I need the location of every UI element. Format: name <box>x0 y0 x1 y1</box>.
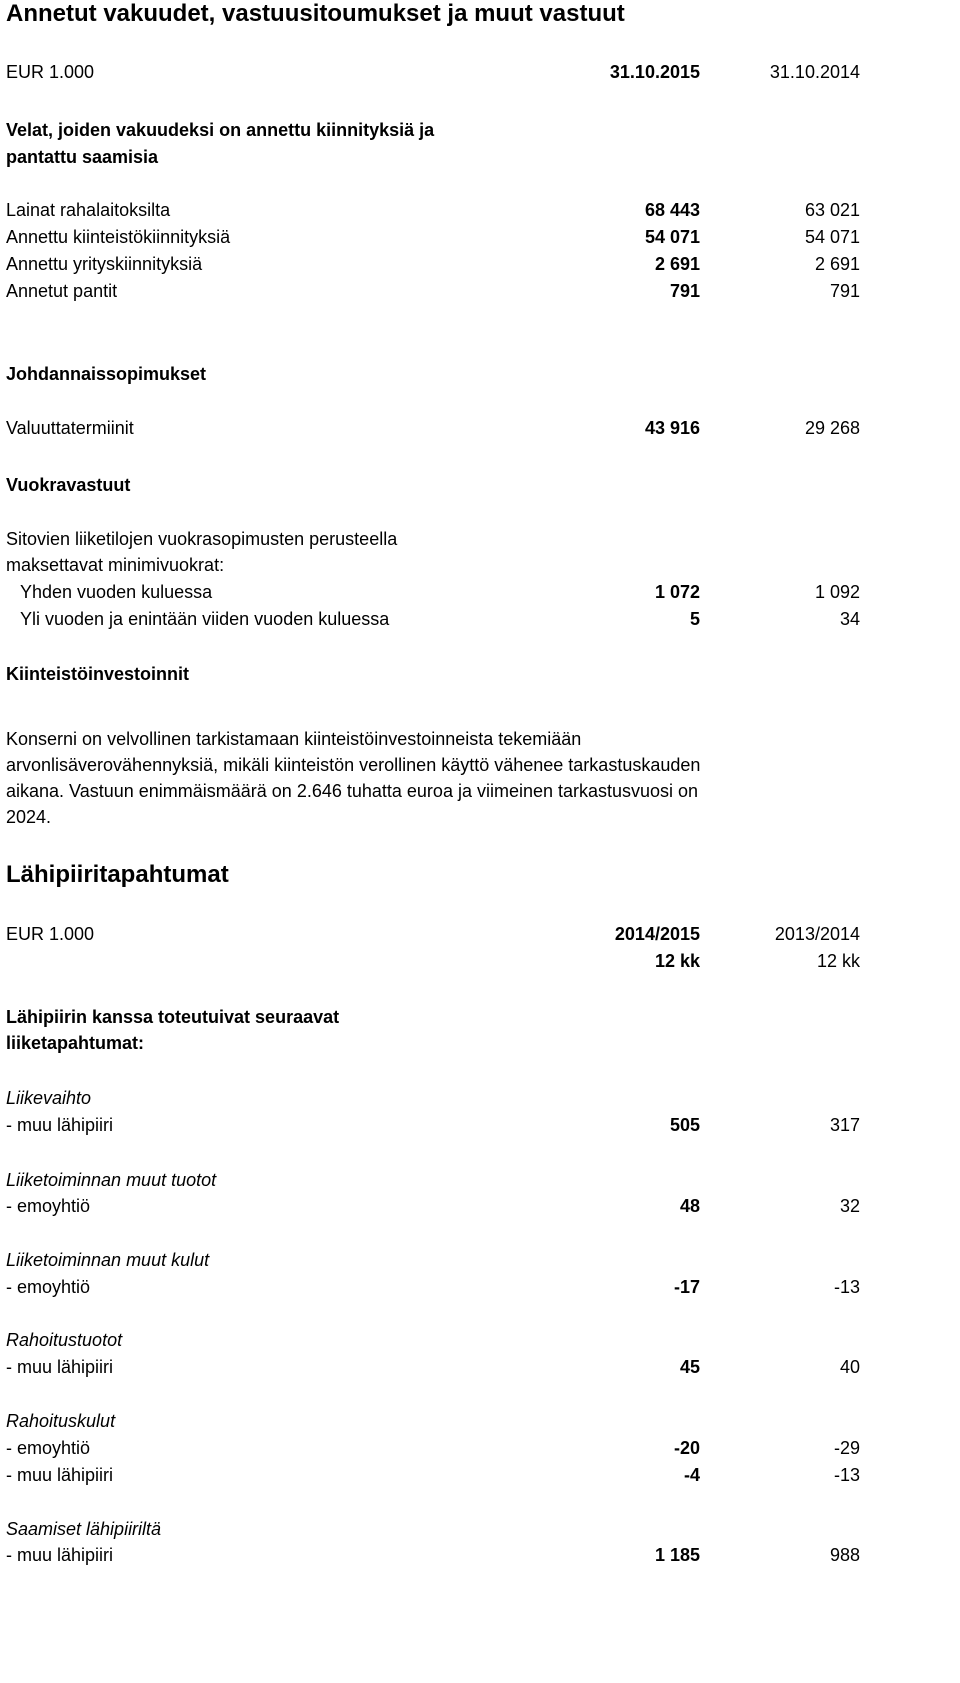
row-value-previous: 2 691 <box>814 254 860 274</box>
row-value-current: 68 443 <box>644 200 700 220</box>
currency-label: EUR 1.000 <box>6 924 95 944</box>
row-value-previous: -13 <box>833 1465 860 1485</box>
row-value-current: 43 916 <box>644 418 700 438</box>
row-value-current: -20 <box>673 1438 700 1458</box>
currency-label: EUR 1.000 <box>6 62 95 82</box>
row-value-previous: 988 <box>829 1545 860 1565</box>
lease-heading: Vuokravastuut <box>6 475 131 495</box>
row-label: - muu lähipiiri <box>6 1357 114 1377</box>
related-intro-line2: liiketapahtumat: <box>6 1033 145 1053</box>
row-label: - emoyhtiö <box>6 1277 91 1297</box>
group-heading: Liiketoiminnan muut tuotot <box>6 1170 217 1190</box>
column-header-previous: 31.10.2014 <box>769 62 860 82</box>
row-value-current: -17 <box>673 1277 700 1297</box>
column-subheader-current: 12 kk <box>654 951 700 971</box>
row-value-current: 5 <box>689 609 700 629</box>
row-label: - emoyhtiö <box>6 1438 91 1458</box>
row-label: Annettu yrityskiinnityksiä <box>6 254 203 274</box>
row-label: - muu lähipiiri <box>6 1115 114 1135</box>
column-header-current: 31.10.2015 <box>609 62 700 82</box>
group-heading: Rahoituskulut <box>6 1411 116 1431</box>
row-label: - muu lähipiiri <box>6 1545 114 1565</box>
lease-intro-line1: Sitovien liiketilojen vuokrasopimusten perusteella <box>6 529 398 549</box>
row-label: Annettu kiinteistökiinnityksiä <box>6 227 231 247</box>
row-value-current: 2 691 <box>654 254 700 274</box>
row-value-previous: 63 021 <box>804 200 860 220</box>
row-label: - muu lähipiiri <box>6 1465 114 1485</box>
row-label: Valuuttatermiinit <box>6 418 134 438</box>
row-value-previous: 791 <box>829 281 860 301</box>
section-title-guarantees: Annetut vakuudet, vastuusitoumukset ja muut vastuut <box>6 0 625 27</box>
row-value-current: 505 <box>669 1115 700 1135</box>
group-heading: Liikevaihto <box>6 1088 92 1108</box>
row-value-current: -4 <box>683 1465 700 1485</box>
group-heading: Saamiset lähipiiriltä <box>6 1519 162 1539</box>
derivatives-heading: Johdannaissopimukset <box>6 364 207 384</box>
row-value-previous: 40 <box>839 1357 860 1377</box>
row-label: - emoyhtiö <box>6 1196 91 1216</box>
lease-intro-line2: maksettavat minimivuokrat: <box>6 555 225 575</box>
property-text-line4: 2024. <box>6 807 52 827</box>
section-title-related: Lähipiiritapahtumat <box>6 861 229 888</box>
pledged-heading-line1: Velat, joiden vakuudeksi on annettu kiinnityksiä ja <box>6 120 435 140</box>
property-text-line1: Konserni on velvollinen tarkistamaan kiinteistöinvestoinneista tekemiään <box>6 729 582 749</box>
row-label: Yhden vuoden kuluessa <box>20 582 213 602</box>
row-value-previous: 54 071 <box>804 227 860 247</box>
row-value-previous: 29 268 <box>804 418 860 438</box>
row-value-previous: 34 <box>839 609 860 629</box>
row-value-previous: 317 <box>829 1115 860 1135</box>
related-intro-line1: Lähipiirin kanssa toteutuivat seuraavat <box>6 1007 340 1027</box>
pledged-heading-line2: pantattu saamisia <box>6 147 159 167</box>
property-text-line2: arvonlisäverovähennyksiä, mikäli kiinteistön verollinen käyttö vähenee tarkastuskauden <box>6 755 701 775</box>
row-label: Yli vuoden ja enintään viiden vuoden kuluessa <box>20 609 390 629</box>
row-value-previous: 32 <box>839 1196 860 1216</box>
row-value-current: 48 <box>679 1196 700 1216</box>
row-value-current: 54 071 <box>644 227 700 247</box>
row-value-previous: -13 <box>833 1277 860 1297</box>
row-value-previous: 1 092 <box>814 582 860 602</box>
row-value-current: 45 <box>679 1357 700 1377</box>
row-value-current: 1 185 <box>654 1545 700 1565</box>
row-value-current: 791 <box>669 281 700 301</box>
row-value-current: 1 072 <box>654 582 700 602</box>
property-text-line3: aikana. Vastuun enimmäismäärä on 2.646 tuhatta euroa ja viimeinen tarkastusvuosi on <box>6 781 699 801</box>
column-header-current: 2014/2015 <box>614 924 700 944</box>
row-label: Annetut pantit <box>6 281 118 301</box>
row-value-previous: -29 <box>833 1438 860 1458</box>
group-heading: Liiketoiminnan muut kulut <box>6 1250 210 1270</box>
group-heading: Rahoitustuotot <box>6 1330 123 1350</box>
column-subheader-previous: 12 kk <box>816 951 860 971</box>
property-heading: Kiinteistöinvestoinnit <box>6 664 190 684</box>
row-label: Lainat rahalaitoksilta <box>6 200 171 220</box>
column-header-previous: 2013/2014 <box>774 924 860 944</box>
